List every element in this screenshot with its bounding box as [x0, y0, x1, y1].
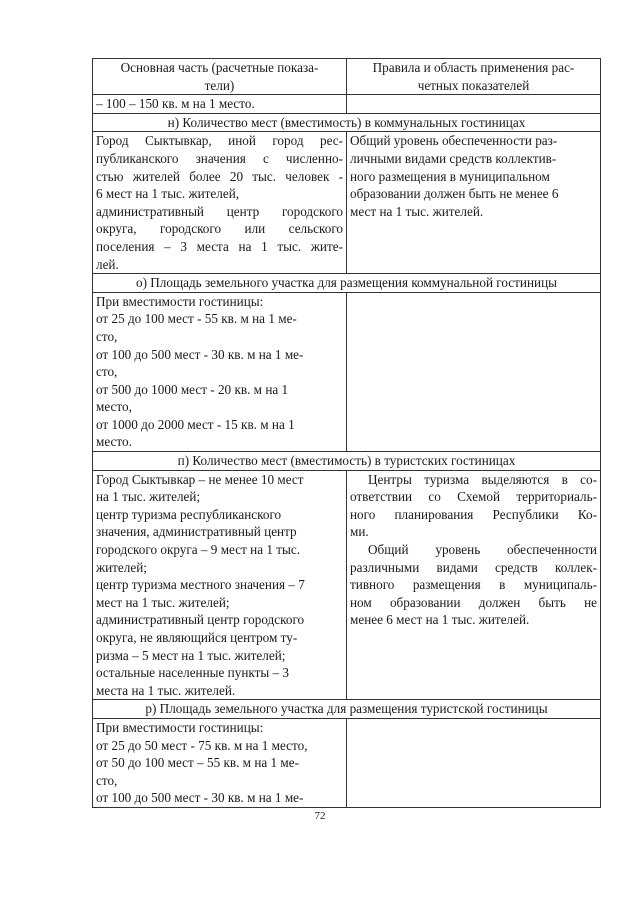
- section-r-left-cell: [93, 718, 347, 807]
- section-n-right-cell: [347, 132, 601, 274]
- text-line: административный центр городского: [96, 203, 343, 219]
- text-line: административный центр городского: [96, 612, 305, 628]
- text-line: от 1000 до 2000 мест - 15 кв. м на 1: [96, 416, 295, 432]
- text-line: При вместимости гостиницы:: [96, 293, 264, 309]
- text-line: Город Сыктывкар, иной город рес-: [96, 133, 343, 149]
- text-line: ном образовании должен быть не: [350, 594, 597, 610]
- text-line: сто,: [96, 328, 118, 344]
- norms-table: [92, 58, 601, 808]
- text-line: центр туризма местного значения – 7: [96, 577, 305, 593]
- table-row: [93, 718, 601, 807]
- section-p-title: п) Количество мест (вместимость) в туристских гостиницах: [93, 452, 601, 471]
- text-line: При вместимости гостиницы:: [96, 719, 264, 735]
- section-o-right-cell: [347, 292, 601, 451]
- text-line: центр туризма республиканского: [96, 506, 282, 522]
- header-left-line: Основная часть (расчетные показа-: [120, 60, 319, 75]
- header-right-line: четных показателей: [417, 77, 530, 93]
- text-line: от 25 до 100 мест - 55 кв. м на 1 ме-: [96, 311, 297, 327]
- table-row: [93, 95, 601, 114]
- text-line: Центры туризма выделяются в со-: [368, 471, 597, 487]
- table-row: [93, 132, 601, 274]
- text-line: стью жителей более 20 тыс. человек -: [96, 168, 343, 184]
- text-line: ризма – 5 мест на 1 тыс. жителей;: [96, 647, 286, 663]
- text-line: мест на 1 тыс. жителей.: [350, 203, 484, 219]
- text-line: Город Сыктывкар – не менее 10 мест: [96, 471, 304, 487]
- table-row: [93, 470, 601, 700]
- section-title-row: [93, 274, 601, 293]
- text-line: на 1 тыс. жителей;: [96, 489, 201, 505]
- text-line: ми.: [350, 524, 369, 540]
- header-right-cell: [347, 59, 601, 95]
- text-line: округа, не являющийся центром ту-: [96, 630, 298, 645]
- section-p-left-cell: [93, 470, 347, 700]
- text-line: значения, административный центр: [96, 524, 297, 540]
- section-r-title: р) Площадь земельного участка для размещения туристской гостиницы: [93, 700, 601, 719]
- section-r-right-cell: [347, 718, 601, 807]
- text-line: личными видами средств коллектив-: [350, 150, 557, 166]
- section-title-row: [93, 113, 601, 132]
- text-line: от 25 до 50 мест - 75 кв. м на 1 место,: [96, 737, 308, 753]
- text-line: сто,: [96, 772, 118, 788]
- section-n-title: н) Количество мест (вместимость) в коммунальных гостиницах: [93, 113, 601, 132]
- text-line: жителей;: [96, 559, 147, 575]
- paragraph: [350, 471, 597, 541]
- section-p-right-cell: [347, 470, 601, 700]
- text-line: 6 мест на 1 тыс. жителей,: [96, 186, 240, 202]
- header-left-cell: [93, 59, 347, 95]
- text-line: городского округа – 9 мест на 1 тыс.: [96, 542, 301, 558]
- section-title-row: [93, 700, 601, 719]
- section-title-row: [93, 452, 601, 471]
- section-o-title: о) Площадь земельного участка для размещения коммунальной гостиницы: [93, 274, 601, 293]
- text-line: Общий уровень обеспеченности: [368, 542, 597, 558]
- table-header-row: [93, 59, 601, 95]
- paragraph: [350, 541, 597, 629]
- text-line: от 50 до 100 мест – 55 кв. м на 1 ме-: [96, 755, 300, 771]
- text-line: образовании должен быть не менее 6: [350, 186, 559, 202]
- text-line: остальные населенные пункты – 3: [96, 665, 290, 681]
- document-page: [92, 58, 597, 808]
- text-line: от 100 до 500 мест - 30 кв. м на 1 ме-: [96, 790, 304, 806]
- text-line: место.: [96, 434, 132, 450]
- text-line: сто,: [96, 364, 118, 380]
- text-line: поселения – 3 места на 1 тыс. жите-: [96, 238, 343, 254]
- text-line: тивного размещения в муниципаль-: [350, 577, 597, 593]
- header-left-line: тели): [204, 77, 235, 93]
- text-line: менее 6 мест на 1 тыс. жителей.: [350, 612, 530, 628]
- text-line: округа, городского или сельского: [96, 221, 343, 237]
- text-line: лей.: [96, 256, 119, 272]
- page-number: 72: [314, 810, 326, 822]
- text-line: от 500 до 1000 мест - 20 кв. м на 1: [96, 381, 289, 397]
- text-line: мест на 1 тыс. жителей;: [96, 594, 230, 610]
- text-line: места на 1 тыс. жителей.: [96, 682, 236, 698]
- header-right-line: Правила и область применения рас-: [372, 60, 575, 75]
- section-o-left-cell: [93, 292, 347, 451]
- section-n-left-cell: [93, 132, 347, 274]
- text-line: различными видами средств коллек-: [350, 559, 597, 575]
- text-line: от 100 до 500 мест - 30 кв. м на 1 ме-: [96, 346, 304, 362]
- carry-text: – 100 – 150 кв. м на 1 место.: [96, 96, 255, 112]
- text-line: публиканского значения с численно-: [96, 150, 343, 166]
- text-line: Общий уровень обеспеченности раз-: [350, 133, 558, 149]
- text-line: место,: [96, 399, 132, 415]
- text-line: ного размещения в муниципальном: [350, 168, 550, 184]
- carry-left-cell: [93, 95, 347, 114]
- carry-right-cell: [347, 95, 601, 114]
- table-row: [93, 292, 601, 451]
- text-line: ного планирования Республики Ко-: [350, 506, 597, 522]
- text-line: ответствии со Схемой территориаль-: [350, 489, 597, 505]
